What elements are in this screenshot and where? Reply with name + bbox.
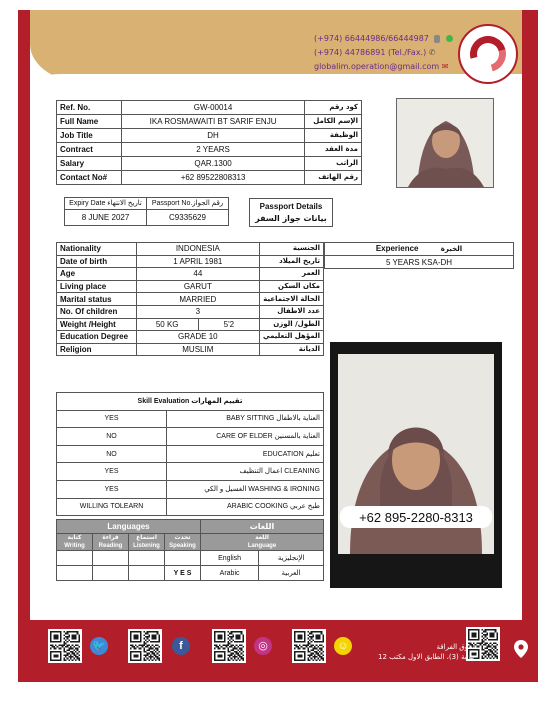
- language-skill-cell: [57, 566, 93, 581]
- skill-value: YES: [57, 480, 167, 498]
- header-phone: (+974) 66444986/66444987: [314, 34, 453, 43]
- languages-subheader-row: [57, 534, 324, 551]
- language-speaking-cell: [165, 551, 201, 566]
- info-row: [57, 243, 324, 256]
- language-skill-header-ar: تحدث: [174, 535, 191, 541]
- info-label: Age: [57, 268, 137, 281]
- profile-row: [57, 171, 362, 185]
- left-border: [18, 10, 30, 682]
- skill-row: [57, 410, 324, 428]
- info-value: MUSLIM: [136, 343, 259, 356]
- info-label: Date of birth: [57, 255, 137, 268]
- language-name-ar: العربية: [259, 566, 324, 581]
- qr-code-twitter: [48, 629, 82, 663]
- language-row: [57, 566, 324, 581]
- language-skill-cell: [93, 566, 129, 581]
- languages-table: [56, 519, 324, 581]
- skill-name: BABY SITTING العناية بالاطفال: [167, 410, 324, 428]
- profile-value: GW-00014: [122, 101, 305, 115]
- info-row: [57, 255, 324, 268]
- skill-row: [57, 445, 324, 463]
- language-skill-header-en: Listening: [133, 543, 160, 549]
- profile-label-ar: الراتب: [305, 157, 362, 171]
- qr-code-snapchat: [292, 629, 326, 663]
- profile-label: Ref. No.: [57, 101, 122, 115]
- location-pin-icon: [514, 640, 528, 658]
- profile-value: 2 YEARS: [122, 143, 305, 157]
- info-label-ar: مكان السكن: [260, 280, 324, 293]
- profile-label: Contract: [57, 143, 122, 157]
- info-label: No. Of children: [57, 305, 137, 318]
- info-value: MARRIED: [136, 293, 259, 306]
- qr-code-instagram: [212, 629, 246, 663]
- profile-table: [56, 100, 362, 185]
- language-skill-header-en: Writing: [64, 543, 85, 549]
- skills-table: [56, 392, 324, 516]
- profile-row: [57, 115, 362, 129]
- snapchat-icon[interactable]: ☺: [334, 637, 352, 655]
- personal-info-table: [56, 242, 324, 356]
- profile-label: Job Title: [57, 129, 122, 143]
- right-border: [522, 10, 538, 682]
- skill-row: [57, 480, 324, 498]
- skill-value: WILLING TOLEARN: [57, 498, 167, 516]
- language-skill-header-ar: كتابة: [67, 535, 82, 541]
- document-page: [18, 10, 538, 682]
- info-label-ar: الحالة الاجتماعية: [260, 293, 324, 306]
- info-row: [57, 305, 324, 318]
- qr-code-facebook: [128, 629, 162, 663]
- language-col-header-en: Language: [247, 543, 277, 549]
- info-label-ar: المؤهل التعليمي: [260, 331, 324, 344]
- profile-value: IKA ROSMAWAITI BT SARIF ENJU: [122, 115, 305, 129]
- experience-header: Experience الخبرة: [325, 243, 514, 256]
- profile-row: [57, 129, 362, 143]
- language-skill-header: [57, 534, 93, 551]
- skill-row: [57, 498, 324, 516]
- instagram-icon[interactable]: ◎: [254, 637, 272, 655]
- expiry-value: 8 JUNE 2027: [65, 210, 147, 226]
- info-row: [57, 268, 324, 281]
- skill-name: ARABIC COOKING طبخ عربي: [167, 498, 324, 516]
- skill-row: [57, 428, 324, 446]
- skill-name: EDUCATION تعليم: [167, 445, 324, 463]
- passport-no-value: C9335629: [147, 210, 229, 226]
- language-skill-header-ar: قراءة: [102, 535, 119, 541]
- language-skill-header-ar: استماع: [136, 535, 157, 541]
- language-name-ar: الإنجليزية: [259, 551, 324, 566]
- profile-value: +62 89522808313: [122, 171, 305, 185]
- profile-label-ar: رقم الهاتف: [305, 171, 362, 185]
- language-skill-cell: [129, 566, 165, 581]
- language-skill-header: [129, 534, 165, 551]
- info-label-ar: الطول/ الوزن: [260, 318, 324, 331]
- skill-value: YES: [57, 463, 167, 481]
- info-label-ar: عدد الاطفال: [260, 305, 324, 318]
- skill-value: NO: [57, 445, 167, 463]
- info-label: Marital status: [57, 293, 137, 306]
- language-skill-header-en: Reading: [98, 543, 123, 549]
- profile-label: Contact No#: [57, 171, 122, 185]
- info-label-ar: الديانة: [260, 343, 324, 356]
- candidate-video-still: [330, 342, 502, 588]
- passport-table: [64, 197, 229, 226]
- languages-header-row: [57, 520, 324, 534]
- header-band: [30, 10, 522, 84]
- company-logo: [458, 24, 518, 84]
- profile-label-ar: الإسم الكامل: [305, 115, 362, 129]
- info-value: GRADE 10: [136, 331, 259, 344]
- skills-title: Skill Evaluation تقييم المهارات: [57, 393, 324, 411]
- skill-name: اعمال التنظيف CLEANING: [167, 463, 324, 481]
- language-skill-cell: [93, 551, 129, 566]
- info-label: Living place: [57, 280, 137, 293]
- weight-value: 50 KG: [136, 318, 198, 331]
- profile-value: DH: [122, 129, 305, 143]
- info-value: 1 APRIL 1981: [136, 255, 259, 268]
- language-skill-header: [165, 534, 201, 551]
- facebook-icon[interactable]: f: [172, 637, 190, 655]
- languages-title: Languages: [57, 520, 201, 534]
- language-skill-cell: [129, 551, 165, 566]
- twitter-icon[interactable]: 🐦: [90, 637, 108, 655]
- phone-icon: ✆: [428, 48, 436, 57]
- profile-label: Salary: [57, 157, 122, 171]
- profile-row: [57, 101, 362, 115]
- header-email: globalim.operation@gmail.com ✉: [314, 62, 449, 71]
- info-value: INDONESIA: [136, 243, 259, 256]
- language-col-header: [201, 534, 324, 551]
- language-skill-cell: [57, 551, 93, 566]
- video-phone-overlay: +62 895-2280-8313: [359, 510, 473, 525]
- language-skill-header-en: Speaking: [169, 543, 196, 549]
- mail-icon: ✉: [441, 62, 449, 71]
- passport-title: Passport Details بيانات جواز السفر: [249, 198, 333, 227]
- skill-name: CARE OF ELDER العناية بالمسنين: [167, 428, 324, 446]
- skill-value: YES: [57, 410, 167, 428]
- info-value: 44: [136, 268, 259, 281]
- footer-address: سوق الفراقة بوابة (3)، الطابق الاول مكتب 12: [378, 643, 475, 661]
- language-col-header-ar: اللغة: [255, 535, 269, 541]
- info-value: 3: [136, 305, 259, 318]
- profile-row: [57, 157, 362, 171]
- language-row: [57, 551, 324, 566]
- profile-label-ar: الوظيفة: [305, 129, 362, 143]
- profile-label: Full Name: [57, 115, 122, 129]
- header-fax: (+974) 44786891 (Tel./Fax.) ✆: [314, 48, 436, 57]
- skill-row: [57, 463, 324, 481]
- language-skill-header: [93, 534, 129, 551]
- info-row: [57, 280, 324, 293]
- height-value: 5'2: [198, 318, 259, 331]
- expiry-label: Expiry Date تاريخ الانتهاء: [65, 198, 147, 210]
- info-label: Education Degree: [57, 331, 137, 344]
- skill-value: NO: [57, 428, 167, 446]
- info-row: [57, 293, 324, 306]
- passport-no-label: Passport No.رقم الجواز: [147, 198, 229, 210]
- language-speaking-cell: Y E S: [165, 566, 201, 581]
- phone-icon: [434, 35, 440, 43]
- skills-header-row: [57, 393, 324, 411]
- info-label-ar: تاريخ الميلاد: [260, 255, 324, 268]
- info-row-weight-height: [57, 318, 324, 331]
- experience-value: 5 YEARS KSA-DH: [325, 256, 514, 269]
- info-label-ar: الجنسية: [260, 243, 324, 256]
- info-label: Nationality: [57, 243, 137, 256]
- info-label: Weight /Height: [57, 318, 137, 331]
- info-value: GARUT: [136, 280, 259, 293]
- language-name: English: [201, 551, 259, 566]
- whatsapp-icon: [446, 35, 453, 42]
- info-label-ar: العمر: [260, 268, 324, 281]
- languages-title-ar: اللغات: [201, 520, 324, 534]
- skill-name: الغسيل و الكي WASHING & IRONING: [167, 480, 324, 498]
- candidate-photo: [396, 98, 494, 188]
- profile-row: [57, 143, 362, 157]
- info-row: [57, 331, 324, 344]
- language-name: Arabic: [201, 566, 259, 581]
- profile-value: QAR.1300: [122, 157, 305, 171]
- profile-label-ar: مدة العقد: [305, 143, 362, 157]
- profile-label-ar: كود رقم: [305, 101, 362, 115]
- experience-table: [324, 242, 514, 269]
- info-row: [57, 343, 324, 356]
- info-label: Religion: [57, 343, 137, 356]
